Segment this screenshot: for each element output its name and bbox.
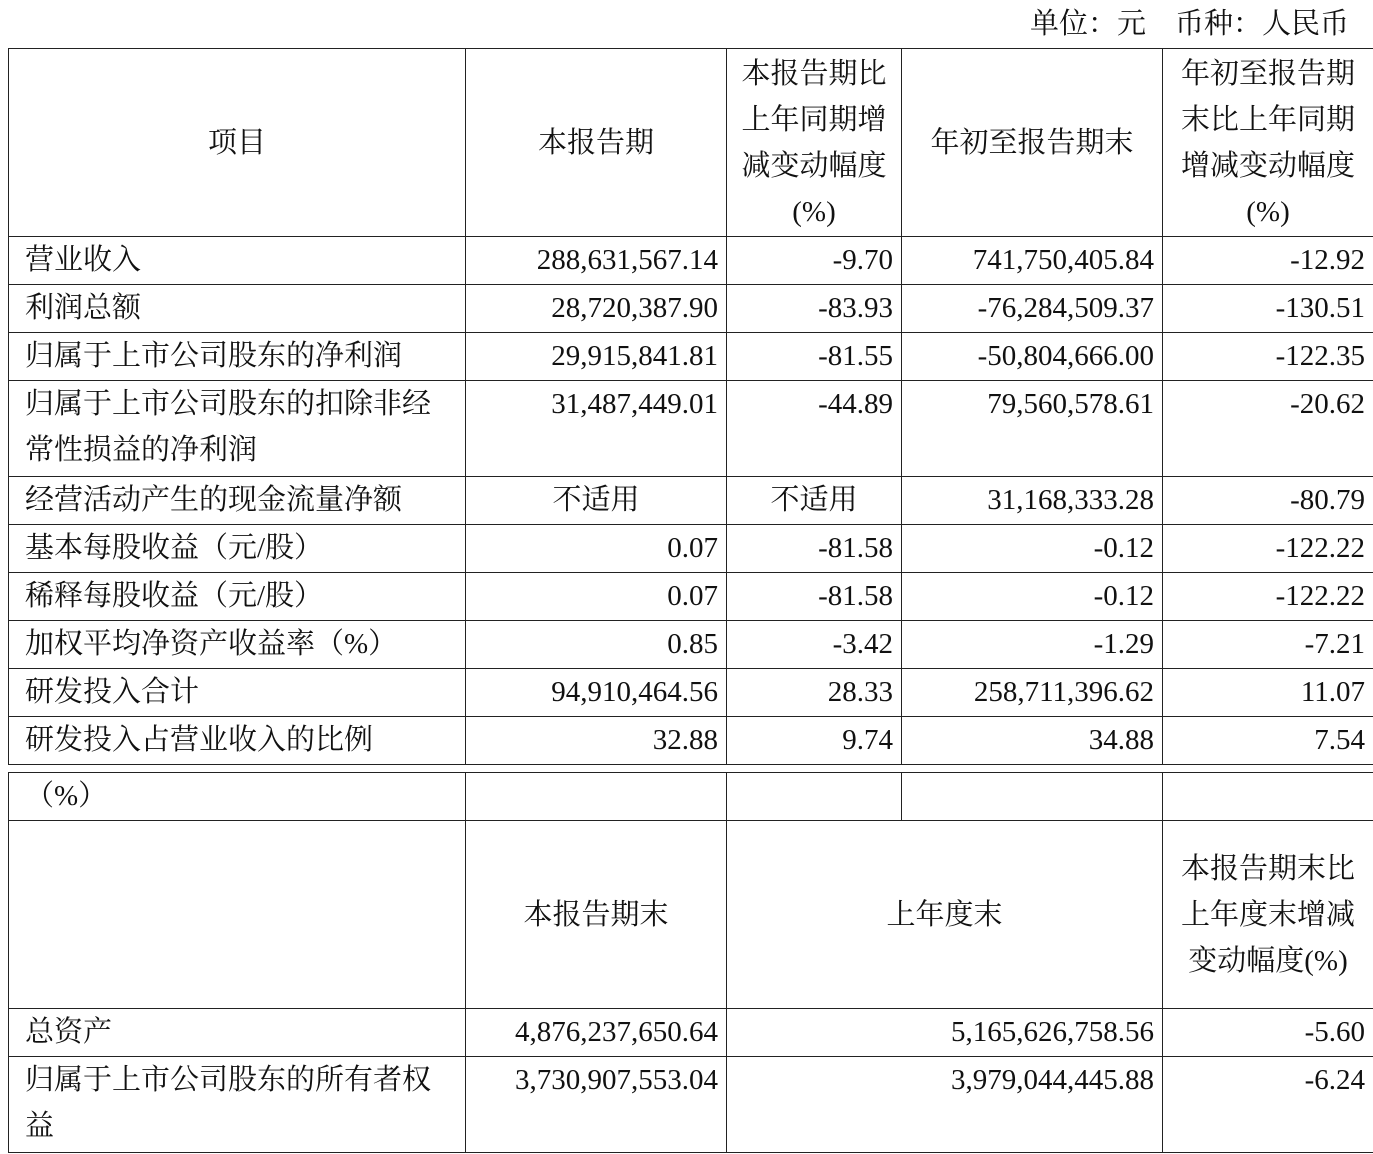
header-item: 项目 bbox=[9, 49, 466, 237]
row-current: 0.07 bbox=[466, 525, 727, 573]
row-current: 32.88 bbox=[466, 717, 727, 765]
row-current: 0.85 bbox=[466, 621, 727, 669]
row-ytd-change: -122.35 bbox=[1163, 333, 1373, 381]
row-current: 0.07 bbox=[466, 573, 727, 621]
row-ytd: 741,750,405.84 bbox=[902, 237, 1163, 285]
continuation-label: （%） bbox=[9, 773, 466, 821]
row-current-change: -81.58 bbox=[727, 573, 902, 621]
row-item: 研发投入合计 bbox=[9, 669, 466, 717]
row-ytd: -0.12 bbox=[902, 525, 1163, 573]
row-ytd-change: -80.79 bbox=[1163, 477, 1373, 525]
row-current-end: 4,876,237,650.64 bbox=[466, 1009, 727, 1057]
balance-data-table bbox=[8, 772, 1373, 1153]
row-ytd: 31,168,333.28 bbox=[902, 477, 1163, 525]
header-ytd: 年初至报告期末 bbox=[902, 49, 1163, 237]
row-ytd-change: -7.21 bbox=[1163, 621, 1373, 669]
row-current: 288,631,567.14 bbox=[466, 237, 727, 285]
row-current-change: -3.42 bbox=[727, 621, 902, 669]
row-current: 不适用 bbox=[466, 477, 727, 525]
row-ytd-change: -130.51 bbox=[1163, 285, 1373, 333]
table-row bbox=[9, 237, 1373, 285]
header-current-change bbox=[727, 49, 902, 237]
row-item: 经营活动产生的现金流量净额 bbox=[9, 477, 466, 525]
row-ytd: 79,560,578.61 bbox=[902, 381, 1163, 477]
row-item: 稀释每股收益（元/股） bbox=[9, 573, 466, 621]
table-row bbox=[9, 525, 1373, 573]
header-current-end: 本报告期末 bbox=[466, 821, 727, 1009]
header-change-text: 本报告期末比上年度末增减变动幅度(%) bbox=[1180, 852, 1355, 977]
row-item: 研发投入占营业收入的比例 bbox=[9, 717, 466, 765]
empty-cell bbox=[466, 773, 727, 821]
row-ytd-change: 7.54 bbox=[1163, 717, 1373, 765]
row-current-change: -9.70 bbox=[727, 237, 902, 285]
unit-currency-line: 单位：元 币种：人民币 bbox=[1029, 8, 1349, 40]
row-ytd: 34.88 bbox=[902, 717, 1163, 765]
row-ytd: -0.12 bbox=[902, 573, 1163, 621]
table-row bbox=[9, 621, 1373, 669]
header-prior-year-end: 上年度末 bbox=[727, 821, 1163, 1009]
row-prior-year-end: 5,165,626,758.56 bbox=[727, 1009, 1163, 1057]
row-current-change: -83.93 bbox=[727, 285, 902, 333]
row-ytd: -50,804,666.00 bbox=[902, 333, 1163, 381]
row-current: 29,915,841.81 bbox=[466, 333, 727, 381]
row-item: 归属于上市公司股东的扣除非经常性损益的净利润 bbox=[9, 381, 466, 477]
row-change: -5.60 bbox=[1163, 1009, 1373, 1057]
row-ytd: -76,284,509.37 bbox=[902, 285, 1163, 333]
table-row bbox=[9, 573, 1373, 621]
row-ytd-change: -122.22 bbox=[1163, 525, 1373, 573]
row-item: 加权平均净资产收益率（%） bbox=[9, 621, 466, 669]
header-change bbox=[1163, 821, 1373, 1009]
row-item: 利润总额 bbox=[9, 285, 466, 333]
table-row bbox=[9, 477, 1373, 525]
row-current-change: 28.33 bbox=[727, 669, 902, 717]
row-ytd-change: 11.07 bbox=[1163, 669, 1373, 717]
row-current-change: -81.55 bbox=[727, 333, 902, 381]
row-ytd-change: -122.22 bbox=[1163, 573, 1373, 621]
row-ytd-change: -12.92 bbox=[1163, 237, 1373, 285]
row-current: 28,720,387.90 bbox=[466, 285, 727, 333]
row-item: 营业收入 bbox=[9, 237, 466, 285]
header-current-change-text: 本报告期比上年同期增减变动幅度(%) bbox=[741, 57, 887, 228]
table-row bbox=[9, 333, 1373, 381]
table-row bbox=[9, 773, 1373, 821]
row-current-change: -44.89 bbox=[727, 381, 902, 477]
row-current-change: 9.74 bbox=[727, 717, 902, 765]
header-ytd-change bbox=[1163, 49, 1373, 237]
row-item: 基本每股收益（元/股） bbox=[9, 525, 466, 573]
table-row bbox=[9, 285, 1373, 333]
row-ytd-change: -20.62 bbox=[1163, 381, 1373, 477]
empty-cell bbox=[727, 773, 902, 821]
table-row bbox=[9, 381, 1373, 477]
row-current: 94,910,464.56 bbox=[466, 669, 727, 717]
header-empty bbox=[9, 821, 466, 1009]
empty-cell bbox=[1163, 773, 1373, 821]
financial-data-table bbox=[8, 48, 1373, 765]
table-row bbox=[9, 669, 1373, 717]
row-change: -6.24 bbox=[1163, 1057, 1373, 1153]
row-current-change: 不适用 bbox=[727, 477, 902, 525]
row-current: 31,487,449.01 bbox=[466, 381, 727, 477]
row-ytd: 258,711,396.62 bbox=[902, 669, 1163, 717]
row-current-end: 3,730,907,553.04 bbox=[466, 1057, 727, 1153]
row-current-change: -81.58 bbox=[727, 525, 902, 573]
row-item: 总资产 bbox=[9, 1009, 466, 1057]
table-header-row bbox=[9, 821, 1373, 1009]
header-ytd-change-text: 年初至报告期末比上年同期增减变动幅度(%) bbox=[1180, 57, 1355, 228]
row-item: 归属于上市公司股东的净利润 bbox=[9, 333, 466, 381]
row-ytd: -1.29 bbox=[902, 621, 1163, 669]
table-row bbox=[9, 1057, 1373, 1153]
header-current-period: 本报告期 bbox=[466, 49, 727, 237]
table-row bbox=[9, 1009, 1373, 1057]
table-row bbox=[9, 717, 1373, 765]
empty-cell bbox=[902, 773, 1163, 821]
row-prior-year-end: 3,979,044,445.88 bbox=[727, 1057, 1163, 1153]
row-item: 归属于上市公司股东的所有者权益 bbox=[9, 1057, 466, 1153]
table-header-row bbox=[9, 49, 1373, 237]
